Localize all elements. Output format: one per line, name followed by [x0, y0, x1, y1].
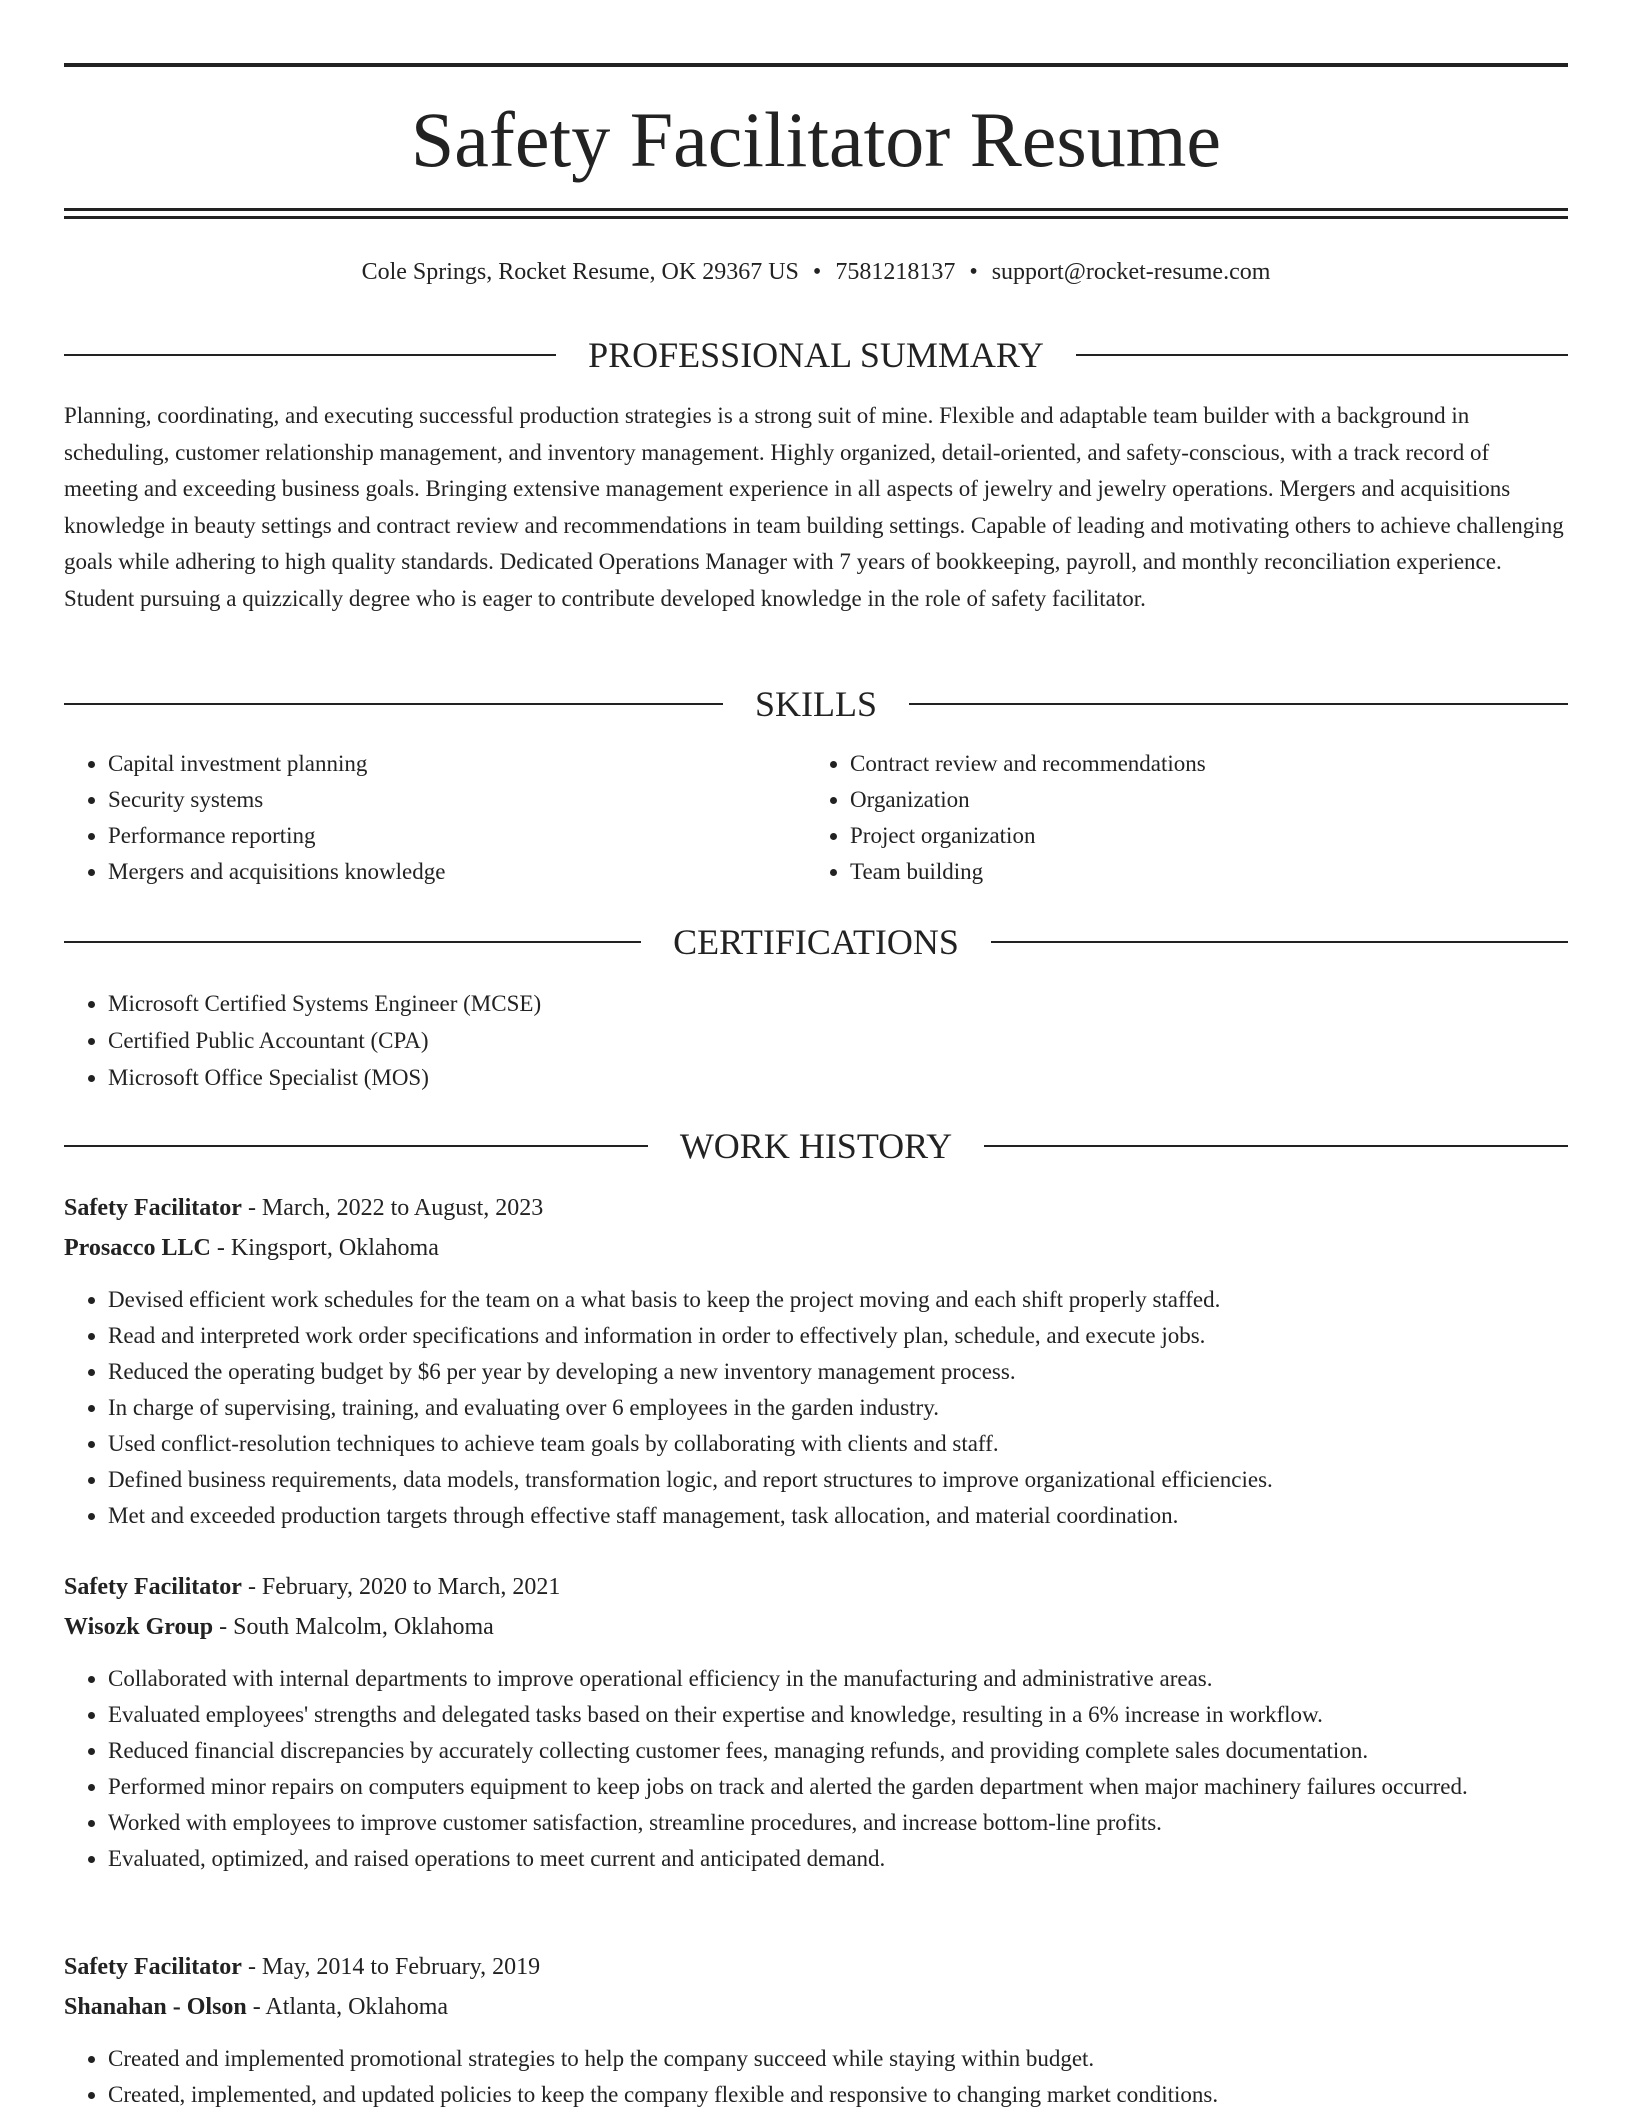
job-bullets: [64, 1282, 1568, 1534]
job-bullets: [64, 2041, 1568, 2113]
certification-item: • Microsoft Certified Systems Engineer (MCSE): [108, 985, 1568, 1022]
job-company-line: [64, 1989, 1568, 2029]
section-rule-left: [64, 1145, 648, 1147]
job-bullet: • Evaluated employees' strengths and delegated tasks based on their expertise and knowledge, resulting in a 6% increase in workflow.: [108, 1697, 1568, 1733]
job-dates: - March, 2022 to August, 2023: [241, 1195, 544, 1221]
title-rule-lower: [64, 216, 1568, 219]
job-entry: [64, 1949, 1568, 2113]
job-dates: - February, 2020 to March, 2021: [241, 1574, 561, 1600]
job-title-line: [64, 1190, 1568, 1230]
job-location: - Kingsport, Oklahoma: [210, 1235, 439, 1261]
certifications-list: [64, 985, 1568, 1096]
skills-heading: SKILLS: [755, 684, 878, 724]
contact-phone: 7581218137: [835, 259, 956, 285]
skill-item: • Contract review and recommendations: [850, 746, 1548, 782]
job-bullet: • Devised efficient work schedules for the team on a what basis to keep the project moving and each shift properly staffed.: [108, 1282, 1568, 1318]
job-title: Safety Facilitator: [64, 1195, 242, 1221]
contact-separator: •: [969, 259, 978, 285]
skill-item: • Organization: [850, 782, 1548, 818]
job-entry: [64, 1569, 1568, 1877]
job-bullet: • Created, implemented, and updated policies to keep the company flexible and responsive to changing market conditions.: [108, 2077, 1568, 2113]
job-company: Shanahan - Olson: [64, 1994, 247, 2020]
job-bullet: • Read and interpreted work order specifications and information in order to effectively plan, schedule, and execute jobs.: [108, 1318, 1568, 1354]
skills-list: [64, 746, 1568, 890]
work-history-heading: WORK HISTORY: [679, 1126, 953, 1166]
contact-line: [64, 255, 1568, 289]
job-bullet: • Used conflict-resolution techniques to achieve team goals by collaborating with clients and staff.: [108, 1426, 1568, 1462]
top-rule: [64, 63, 1568, 67]
skill-item: • Team building: [850, 854, 1548, 890]
job-entry: [64, 1190, 1568, 1534]
contact-email: support@rocket-resume.com: [991, 259, 1271, 285]
job-location: - South Malcolm, Oklahoma: [213, 1614, 494, 1640]
job-bullet: • Created and implemented promotional strategies to help the company succeed while staying within budget.: [108, 2041, 1568, 2077]
certifications-heading: CERTIFICATIONS: [673, 922, 959, 962]
job-title: Safety Facilitator: [64, 1574, 242, 1600]
section-rule-left: [64, 354, 556, 356]
certifications-section-header: [64, 920, 1568, 964]
job-bullet: • Defined business requirements, data models, transformation logic, and report structures to improve organizational efficiencies.: [108, 1462, 1568, 1498]
summary-heading: PROFESSIONAL SUMMARY: [588, 335, 1044, 375]
skill-item: • Capital investment planning: [108, 746, 806, 782]
skill-item: • Performance reporting: [108, 818, 806, 854]
section-rule-right: [984, 1145, 1568, 1147]
job-title: Safety Facilitator: [64, 1954, 242, 1980]
section-rule-left: [64, 941, 641, 943]
section-rule-left: [64, 703, 723, 705]
skill-item: • Security systems: [108, 782, 806, 818]
page-title: Safety Facilitator Resume: [410, 96, 1222, 183]
job-bullet: • Performed minor repairs on computers equipment to keep jobs on track and alerted the garden department when major machinery failures occurred.: [108, 1769, 1568, 1805]
job-bullet: • Met and exceeded production targets through effective staff management, task allocation, and material coordination.: [108, 1498, 1568, 1534]
summary-text: Planning, coordinating, and executing successful production strategies is a strong suit of mine. Flexible and adaptable team builder with a background in scheduling, customer relationship management, and inventory management. Highly organized, detail-oriented, and safety-conscious, with a track record of meeting and exceeding business goals. Bringing extensive management experience in all aspects of jewelry and jewelry operations. Mergers and acquisitions knowledge in beauty settings and contract review and recommendations in team building settings. Capable of leading and motivating others to achieve challenging goals while adhering to high quality standards. Dedicated Operations Manager with 7 years of bookkeeping, payroll, and monthly reconciliation experience. Student pursuing a quizzically degree who is eager to contribute developed knowledge in the role of safety facilitator.: [64, 403, 1564, 611]
job-company-line: [64, 1230, 1568, 1270]
job-location: - Atlanta, Oklahoma: [246, 1994, 449, 2020]
section-rule-right: [909, 703, 1568, 705]
job-company: Prosacco LLC: [64, 1235, 211, 1261]
job-bullet: • Evaluated, optimized, and raised operations to meet current and anticipated demand.: [108, 1841, 1568, 1877]
job-title-line: [64, 1569, 1568, 1609]
title-rule-upper: [64, 208, 1568, 211]
summary-section-header: [64, 333, 1568, 377]
job-bullet: • Worked with employees to improve customer satisfaction, streamline procedures, and increase bottom-line profits.: [108, 1805, 1568, 1841]
job-bullet: • In charge of supervising, training, and evaluating over 6 employees in the garden industry.: [108, 1390, 1568, 1426]
contact-address: Cole Springs, Rocket Resume, OK 29367 US: [361, 259, 799, 285]
skills-section-header: [64, 682, 1568, 726]
section-rule-right: [991, 941, 1568, 943]
work-history-section-header: [64, 1124, 1568, 1168]
contact-separator: •: [812, 259, 822, 285]
job-bullets: [64, 1661, 1568, 1877]
job-company-line: [64, 1609, 1568, 1649]
skill-item: • Project organization: [850, 818, 1548, 854]
job-bullet: • Reduced the operating budget by $6 per year by developing a new inventory management process.: [108, 1354, 1568, 1390]
certification-item: • Microsoft Office Specialist (MOS): [108, 1059, 1568, 1096]
skills-column-right: [806, 746, 1548, 890]
job-bullet: • Collaborated with internal departments to improve operational efficiency in the manufacturing and administrative areas.: [108, 1661, 1568, 1697]
skills-column-left: [64, 746, 806, 890]
certification-item: • Certified Public Accountant (CPA): [108, 1022, 1568, 1059]
job-title-line: [64, 1949, 1568, 1989]
job-company: Wisozk Group: [64, 1614, 214, 1640]
skill-item: • Mergers and acquisitions knowledge: [108, 854, 806, 890]
job-bullet: • Reduced financial discrepancies by accurately collecting customer fees, managing refunds, and providing complete sales documentation.: [108, 1733, 1568, 1769]
job-dates: - May, 2014 to February, 2019: [241, 1954, 541, 1980]
section-rule-right: [1076, 354, 1568, 356]
